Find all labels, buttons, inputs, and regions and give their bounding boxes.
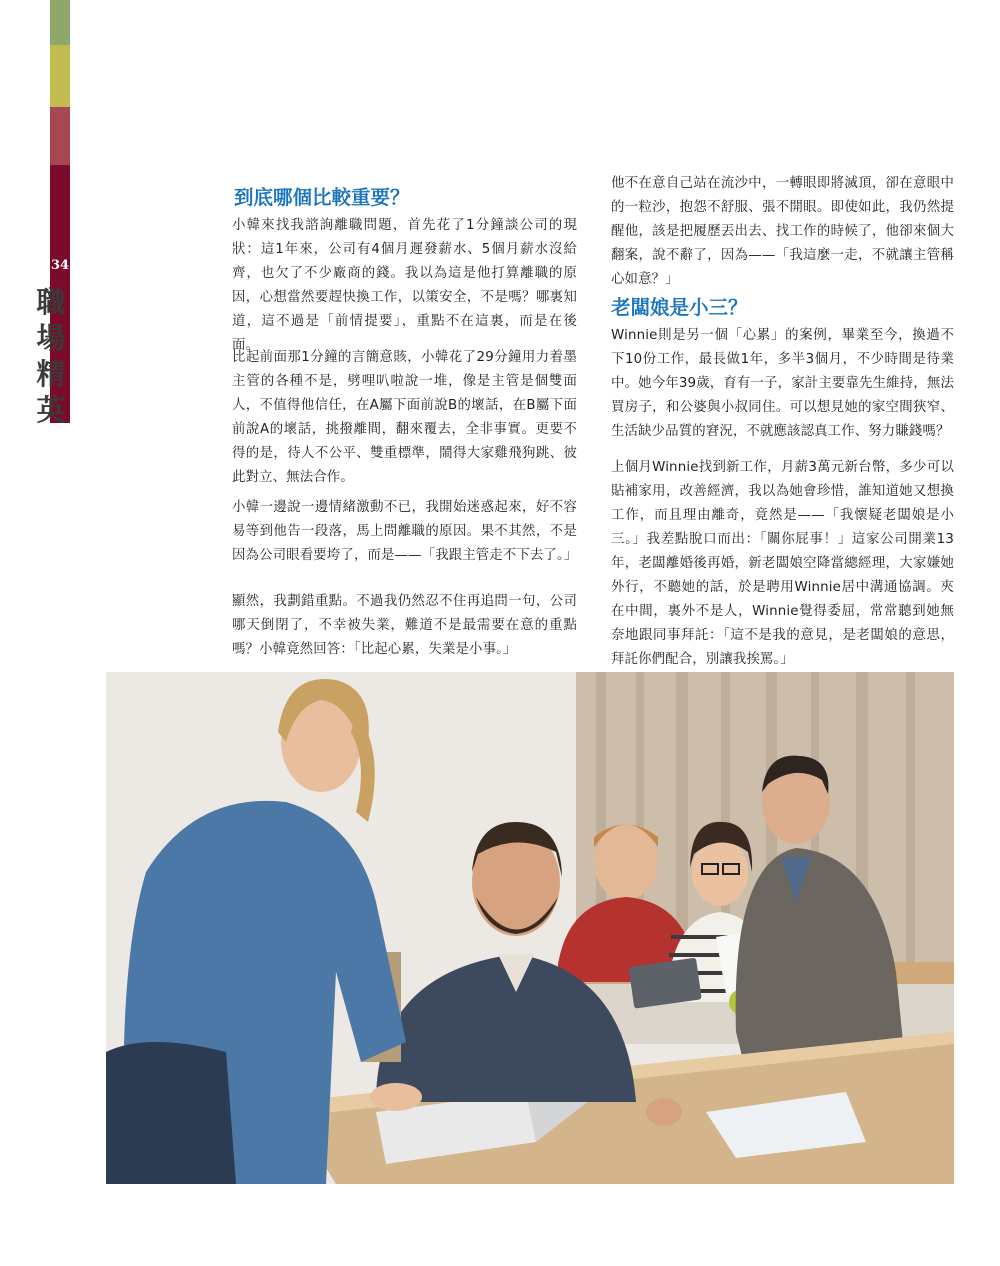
body-paragraph: 小韓一邊說一邊情緒激動不已，我開始迷惑起來，好不容易等到他告一段落，馬上問離職的原因。果不其然，不是因為公司眼看要垮了，而是——「我跟主管走不下去了。」: [232, 500, 578, 563]
body-paragraph: 他不在意自己站在流沙中，一轉眼即將滅頂，卻在意眼中的一粒沙，抱怨不舒服、張不開眼。即使如此，我仍然提醒他，該是把履歷丟出去、找工作的時候了，他卻來個大翻案，說不辭了，因為——「我這麼一走，不就讓主管稱心如意？」: [611, 176, 954, 287]
section-title-char: 場: [36, 321, 66, 355]
sidebar-color-block: [50, 0, 70, 45]
section-title-char: 英: [36, 393, 66, 427]
section-heading: 老闆娘是小三？: [611, 296, 748, 319]
body-paragraph: Winnie則是另一個「心累」的案例，畢業至今，換過不下10份工作，最長做1年，多半3個月，不少時間是待業中。她今年39歲，育有一子，家計主要靠先生維持，無法買房子，和公婆與小叔同住。可以想見她的家空間狹窄、生活缺少品質的窘況，不就應該認真工作、努力賺錢嗎？: [611, 328, 954, 439]
office-team-illustration: [106, 672, 954, 1184]
section-heading: 到底哪個比較重要？: [234, 186, 410, 209]
section-title-char: 職: [36, 285, 66, 319]
body-paragraph: 小韓來找我諮詢離職問題，首先花了1分鐘談公司的現狀：這1年來，公司有4個月遲發薪水、5個月薪水沒給齊，也欠了不少廠商的錢。我以為這是他打算離職的原因，心想當然要趕快換工作，以策安全，不是嗎？哪裏知道，這不過是「前情提要」，重點不在這裏，而是在後面。: [232, 218, 577, 353]
office-team-photo: [106, 672, 954, 1184]
body-paragraph: 比起前面那1分鐘的言簡意賅，小韓花了29分鐘用力着墨主管的各種不是，劈哩叭啦說一堆，像是主管是個雙面人，不值得他信任，在A屬下面前說B的壞話，在B屬下面前說A的壞話，挑撥離間，翻來覆去，全非事實。更要不得的是，待人不公平、雙重標準，鬧得大家雞飛狗跳、彼此對立、無法合作。: [232, 350, 577, 485]
body-paragraph: 上個月Winnie找到新工作，月薪3萬元新台幣，多少可以貼補家用，改善經濟，我以為她會珍惜，誰知道她又想換工作，而且理由離奇，竟然是——「我懷疑老闆娘是小三。」我差點脫口而出：「關你屁事！」這家公司開業13年，老闆離婚後再婚，新老闆娘空降當總經理，大家嫌她外行，不聽她的話，於是聘用Winnie居中溝通協調。夾在中間，裏外不是人，Winnie覺得委屈，常常聽到她無奈地跟同事拜託：「這不是我的意見，是老闆娘的意思，拜託你們配合，別讓我挨罵。」: [611, 460, 954, 667]
section-title: [36, 284, 66, 428]
section-title-char: 精: [36, 357, 66, 391]
body-paragraph: 顯然，我劃錯重點。不過我仍然忍不住再追問一句，公司哪天倒閉了，不幸被失業，難道不是最需要在意的重點嗎？小韓竟然回答：「比起心累，失業是小事。」: [232, 594, 577, 657]
sidebar-color-block: [50, 45, 70, 107]
page-number: 34: [50, 258, 70, 273]
sidebar-color-block: [50, 107, 70, 165]
